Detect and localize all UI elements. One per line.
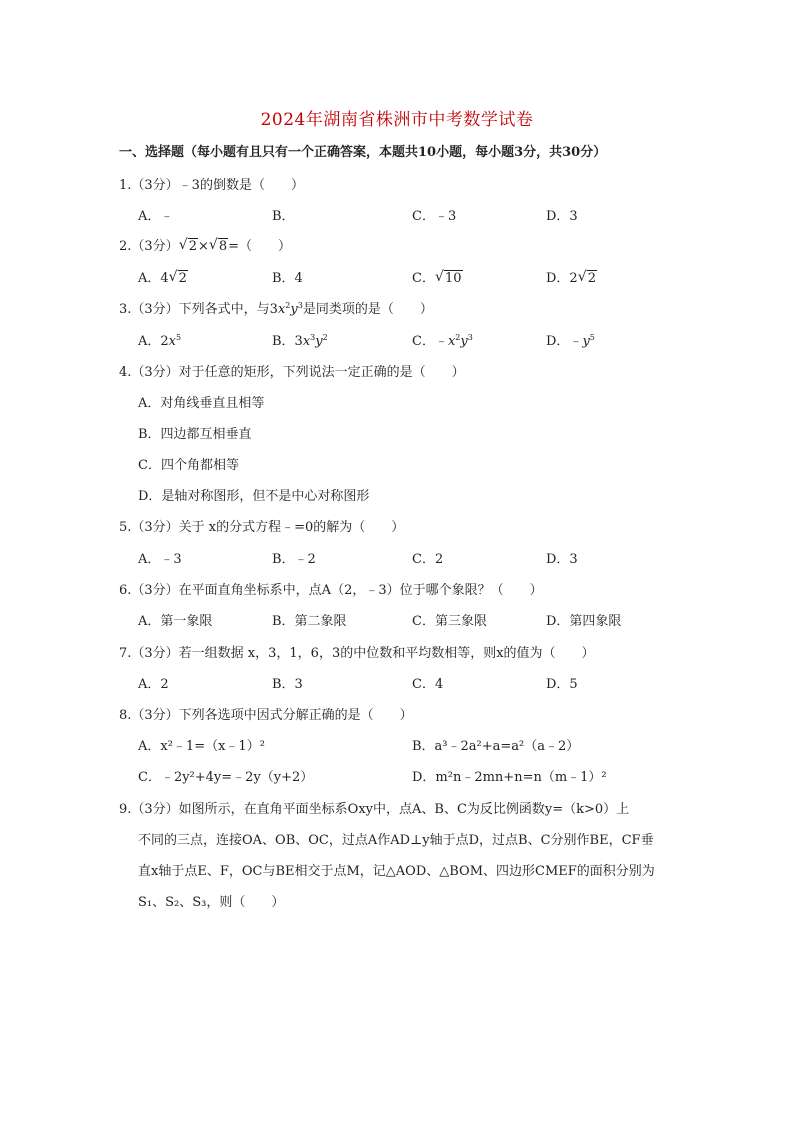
q7-option-b: B．3: [272, 677, 303, 692]
q5-option-d: D．3: [546, 552, 578, 567]
option-label: D．﹣: [546, 334, 583, 349]
question-4-stem: 4.（3分）对于任意的矩形，下列说法一定正确的是（ ）: [119, 365, 465, 380]
option-label: D．2: [546, 271, 578, 286]
q8-option-c: C．﹣2y²+4y=﹣2y（y+2）: [138, 770, 314, 785]
q6-option-b: B．第二象限: [272, 614, 347, 629]
radicand: 2: [587, 271, 596, 286]
q2-stem-suffix: =（ ）: [228, 239, 292, 254]
q3-option-b: B．$3x^3y^2$: [272, 333, 328, 349]
question-9-line-3: 直x轴于点E、F，OC与BE相交于点M，记△AOD、△BOM、四边形CMEF的面积分别为: [138, 864, 655, 879]
q4-option-d: D．是轴对称图形，但不是中心对称图形: [138, 489, 370, 504]
q1-option-c: C．﹣3: [412, 209, 457, 224]
q3-option-d: D．$﹣y^5$: [546, 333, 595, 349]
sqrt-symbol: [435, 271, 463, 287]
q7-option-c: C．4: [412, 677, 444, 692]
radicand: 10: [444, 271, 462, 286]
times-sign: ×: [197, 239, 209, 254]
radicand: 8: [218, 239, 228, 254]
q1-option-b: B．: [272, 209, 295, 224]
question-9-line-1: 9.（3分）如图所示，在直角平面坐标系Oxy中，点A、B、C为反比例函数y=（k>0）上: [119, 802, 630, 817]
question-2-stem: [119, 239, 291, 255]
q4-option-a: A．对角线垂直且相等: [138, 396, 265, 411]
option-label: A．4: [138, 271, 169, 286]
radicand: 2: [188, 239, 197, 254]
question-9-line-2: 不同的三点，连接OA、OB、OC，过点A作AD⊥y轴于点D，过点B、C分别作BE，CF垂: [138, 833, 654, 848]
q1-option-a: A．﹣: [138, 209, 174, 224]
q6-option-a: A．第一象限: [138, 614, 213, 629]
q7-option-d: D．5: [546, 677, 578, 692]
q2-option-c: [412, 271, 463, 287]
question-1-stem: 1.（3分）﹣3的倒数是（ ）: [119, 178, 304, 193]
q5-option-b: B．﹣2: [272, 552, 316, 567]
q2-option-b: B．4: [272, 271, 303, 286]
radicand: 2: [178, 271, 187, 286]
section-heading: 一、选择题（每小题有且只有一个正确答案，本题共10小题，每小题3分，共30分）: [119, 145, 607, 160]
option-label: C．﹣: [412, 334, 448, 349]
q2-stem-prefix: 2.（3分）: [119, 239, 179, 254]
q8-option-b: B．a³﹣2a²+a=a²（a﹣2）: [412, 739, 580, 754]
question-7-stem: 7.（3分）若一组数据 x，3，1，6，3的中位数和平均数相等，则x的值为（ ）: [119, 646, 595, 661]
exam-title: 2024年湖南省株洲市中考数学试卷: [260, 110, 534, 130]
q2-option-a: [138, 271, 188, 287]
q8-option-a: A．x²﹣1=（x﹣1）²: [138, 739, 265, 754]
q6-option-c: C．第三象限: [412, 614, 487, 629]
question-6-stem: 6.（3分）在平面直角坐标系中，点A（2，﹣3）位于哪个象限？（ ）: [119, 583, 543, 598]
q2-option-d: [546, 271, 597, 287]
q7-option-a: A．2: [138, 677, 169, 692]
sqrt-symbol: [169, 271, 188, 287]
q3-option-a: A．$2x^5$: [138, 333, 182, 349]
question-8-stem: 8.（3分）下列各选项中因式分解正确的是（ ）: [119, 708, 413, 723]
q8-option-d: D．m²n﹣2mn+n=n（m﹣1）²: [412, 770, 607, 785]
option-label: C．: [412, 271, 435, 286]
option-label: B．3: [272, 334, 303, 349]
q3-stem-prefix: 3.（3分）下列各式中，与3: [119, 302, 278, 317]
question-5-stem: 5.（3分）关于 x的分式方程﹣=0的解为（ ）: [119, 520, 405, 535]
sqrt-symbol: [578, 271, 597, 287]
q1-option-d: D．3: [546, 209, 578, 224]
option-label: A．2: [138, 334, 169, 349]
q3-option-c: C．$﹣x^2y^3$: [412, 333, 473, 349]
q3-stem-suffix: 是同类项的是（ ）: [302, 302, 433, 317]
question-9-line-4: S₁、S₂、S₃，则（ ）: [138, 895, 285, 910]
q5-option-a: A．﹣3: [138, 552, 182, 567]
q6-option-d: D．第四象限: [546, 614, 622, 629]
q5-option-c: C．2: [412, 552, 444, 567]
sqrt-symbol: [209, 239, 228, 255]
q4-option-b: B．四边都互相垂直: [138, 427, 252, 442]
q4-option-c: C．四个角都相等: [138, 458, 239, 473]
sqrt-symbol: [179, 239, 198, 255]
question-3-stem: 3.（3分）下列各式中，与$3x^2y^3$是同类项的是（ ）: [119, 301, 433, 317]
